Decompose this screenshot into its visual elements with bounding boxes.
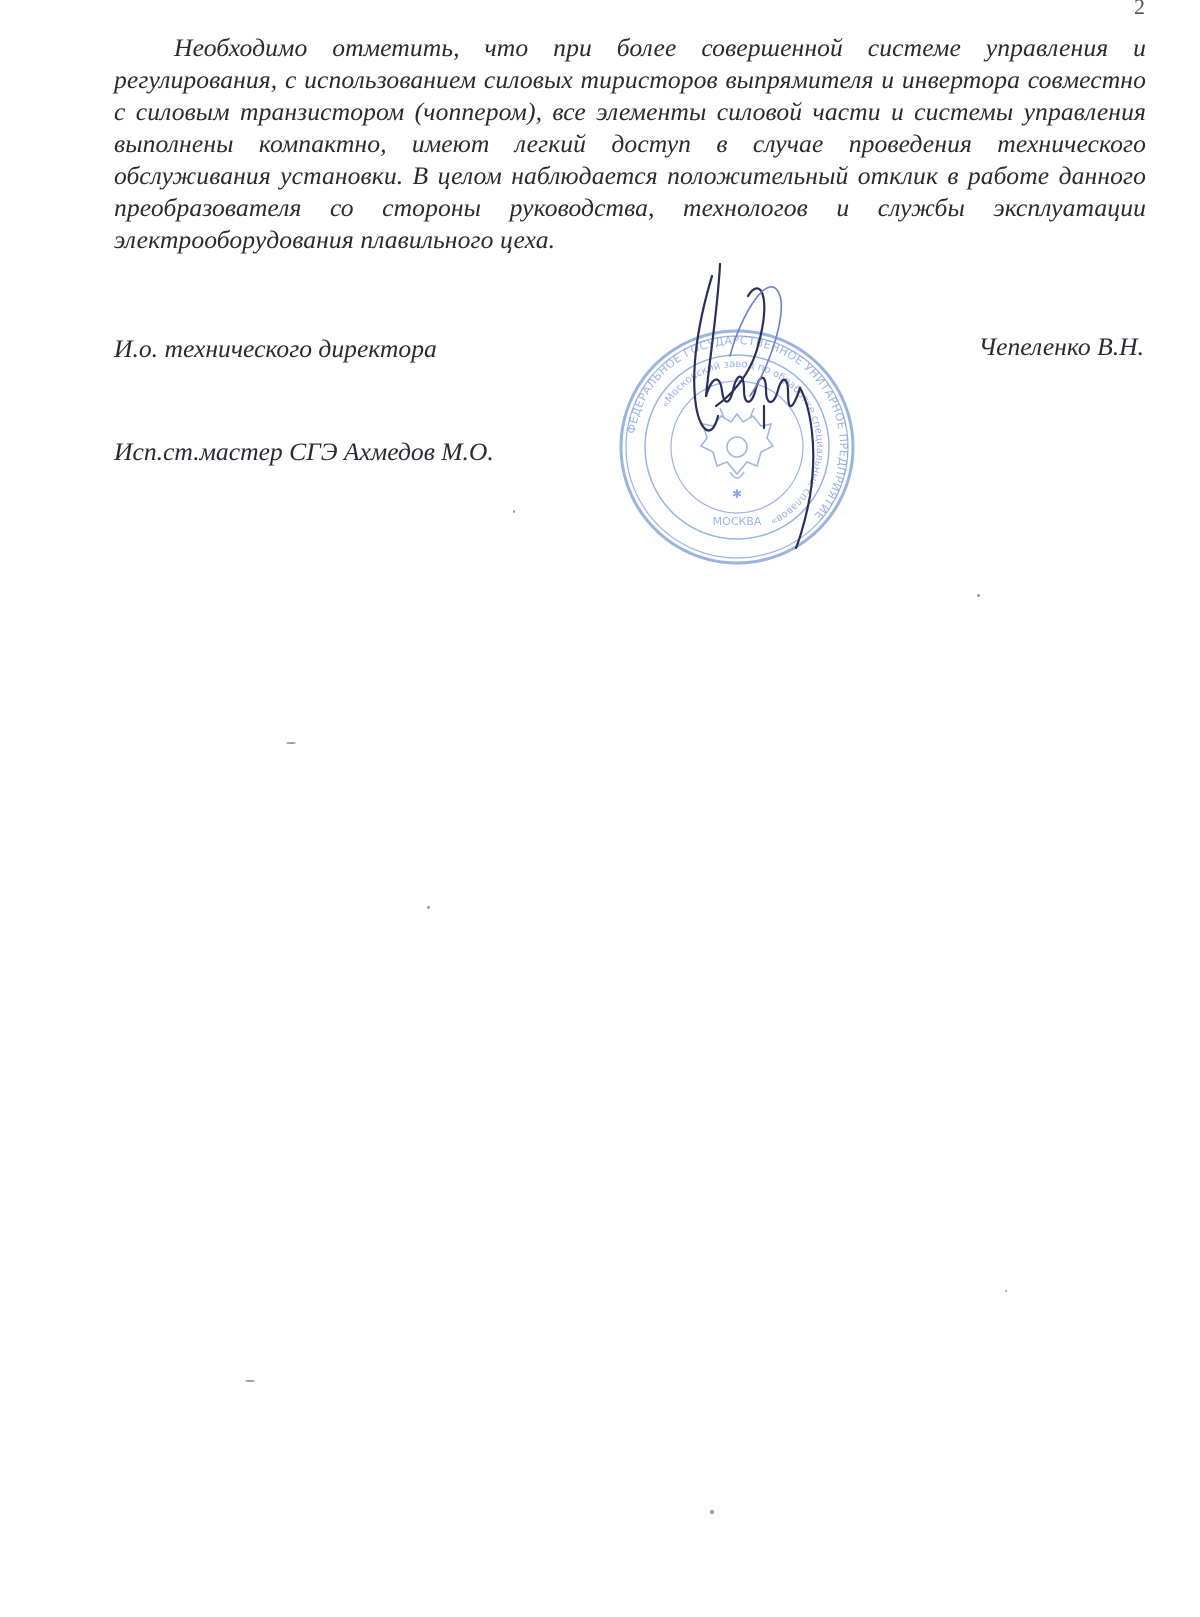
scan-speck — [1005, 1290, 1007, 1292]
scan-speck — [977, 594, 980, 597]
stamp-outer-text: ФЕДЕРАЛЬНОЕ ГОСУДАРСТВЕННОЕ УНИТАРНОЕ ПРЕДПРИЯТИЕ — [624, 333, 851, 523]
scan-speck — [427, 906, 430, 909]
body-paragraph: Необходимо отметить, что при более совершенной системе управления и регулирования, с использованием силовых тиристоров выпрямителя и инвертора совместно с силовым транзистором (чоппером), все элементы силовой части и системы управления выполнены компактно, имеют легкий доступ в случае проведения технического обслуживания установки. В целом наблюдается положительный отклик в работе данного преобразователя со стороны руководства, технологов и службы эксплуатации электрооборудования плавильного цеха. — [114, 33, 1146, 254]
handwritten-signature — [660, 256, 870, 556]
scan-speck — [513, 510, 515, 513]
scan-speck — [245, 1380, 255, 1382]
star-icon: ✱ — [731, 487, 743, 501]
signatory-title: И.о. технического директора — [114, 334, 437, 363]
scan-speck — [286, 742, 296, 744]
page-number: 2 — [1134, 0, 1145, 19]
stamp-inner-text: «Московский завод по обработке специальных сплавов» — [659, 358, 826, 528]
stamp-bottom-text: МОСКВА — [712, 515, 762, 528]
executor-line: Исп.ст.мастер СГЭ Ахмедов М.О. — [114, 437, 494, 466]
signatory-name: Чепеленко В.Н. — [978, 332, 1144, 361]
scan-speck — [710, 1510, 714, 1514]
